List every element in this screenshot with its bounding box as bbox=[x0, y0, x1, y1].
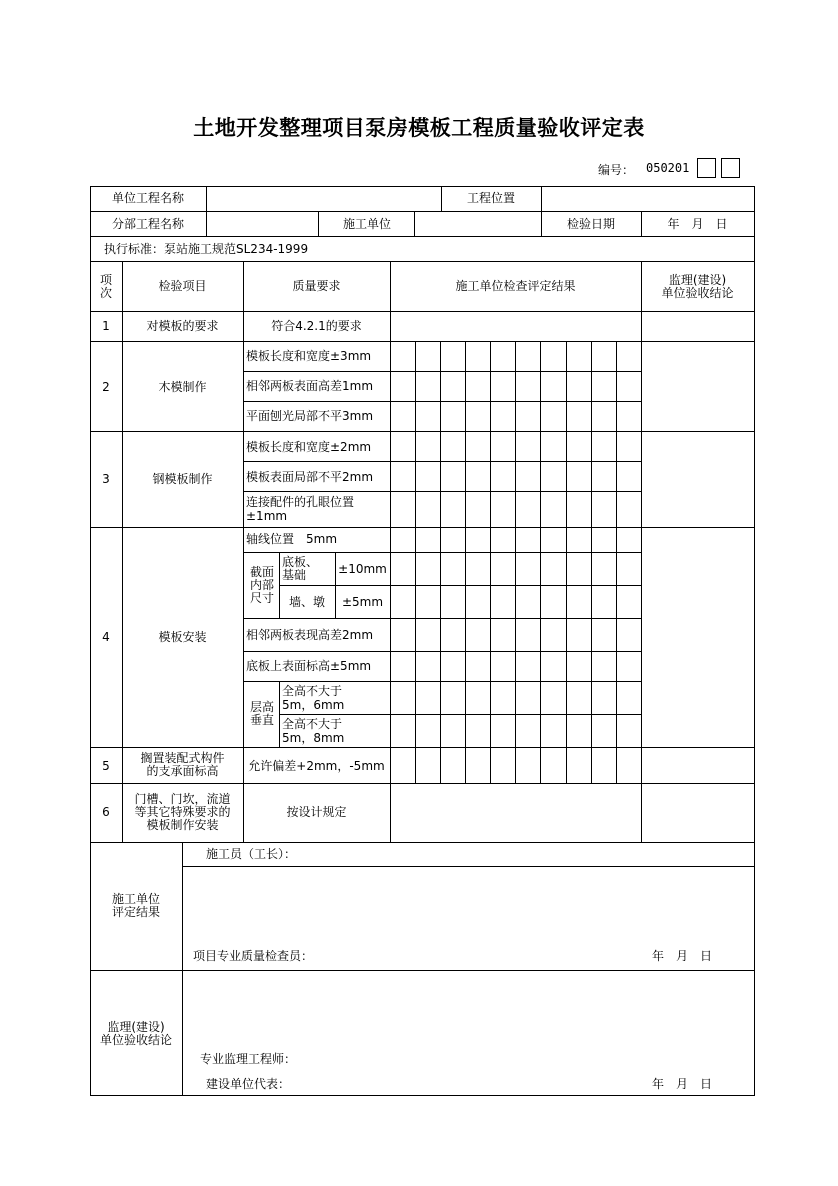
rule-h bbox=[90, 186, 755, 187]
row1-item: 对模板的要求 bbox=[146, 319, 219, 333]
inspect-date-label: 检验日期 bbox=[566, 217, 615, 231]
row6-item-line1: 门槽、门坎，流道 bbox=[134, 792, 231, 806]
row4-bottom: 底板上表面标高±5mm bbox=[246, 659, 372, 673]
rule-v bbox=[540, 341, 541, 784]
row4-base-line1: 底板、 bbox=[282, 555, 319, 569]
row5-item-line1: 搁置装配式构件 bbox=[140, 751, 225, 765]
rule-v bbox=[515, 341, 516, 784]
row3-item: 钢模板制作 bbox=[152, 472, 213, 486]
row4-base-line2: 基础 bbox=[282, 568, 307, 582]
row6-req: 按设计规定 bbox=[286, 805, 347, 819]
col-item: 检验项目 bbox=[158, 279, 207, 293]
rule-v bbox=[440, 341, 441, 784]
rule-h bbox=[90, 311, 755, 312]
rule-v bbox=[318, 211, 319, 237]
rule-h bbox=[243, 552, 642, 553]
rule-h bbox=[90, 783, 755, 784]
code-box-2[interactable] bbox=[721, 158, 740, 178]
row4-num: 4 bbox=[102, 630, 110, 644]
row4-vert-label-2: 垂直 bbox=[249, 713, 274, 727]
rule-v bbox=[415, 341, 416, 784]
row2-req1: 模板长度和宽度±3mm bbox=[246, 349, 372, 363]
rule-h bbox=[90, 341, 755, 342]
rule-h bbox=[243, 371, 642, 372]
rule-h bbox=[243, 491, 642, 492]
row4-v2-line2: 5m，8mm bbox=[282, 731, 345, 745]
rule-h bbox=[90, 527, 755, 528]
rule-h bbox=[243, 651, 642, 652]
col-supervision-line2: 单位验收结论 bbox=[661, 286, 734, 300]
row6-item-line3: 模板制作安装 bbox=[146, 818, 219, 832]
rule-v bbox=[279, 681, 280, 748]
unit-project-label: 单位工程名称 bbox=[111, 191, 184, 205]
inspector-label: 项目专业质量检查员： bbox=[193, 949, 314, 963]
location-label: 工程位置 bbox=[466, 191, 515, 205]
footer-contractor-label-1: 施工单位 bbox=[111, 892, 160, 906]
rule-v bbox=[414, 211, 415, 237]
footer-date-1[interactable]: 年 月 日 bbox=[652, 949, 713, 963]
row6-num: 6 bbox=[102, 805, 110, 819]
row4-section-label-1: 截面 bbox=[249, 565, 274, 579]
row5-req: 允许偏差+2mm，-5mm bbox=[248, 759, 385, 773]
rule-v bbox=[616, 341, 617, 784]
col-supervision-line1: 监理(建设) bbox=[668, 273, 727, 287]
rule-h bbox=[279, 714, 642, 715]
rule-h bbox=[90, 211, 755, 212]
rule-h bbox=[90, 1095, 755, 1096]
rule-h bbox=[243, 461, 642, 462]
rule-h bbox=[243, 618, 642, 619]
rule-v bbox=[206, 186, 207, 237]
row4-section-label-3: 尺寸 bbox=[249, 591, 274, 605]
sub-project-label: 分部工程名称 bbox=[111, 217, 184, 231]
row3-num: 3 bbox=[102, 472, 110, 486]
row3-req1: 模板长度和宽度±2mm bbox=[246, 440, 372, 454]
row1-num: 1 bbox=[102, 319, 110, 333]
row4-base-tol: ±10mm bbox=[338, 562, 387, 576]
row2-req3: 平面刨光局部不平3mm bbox=[246, 409, 374, 423]
row3-req3-line1: 连接配件的孔眼位置 bbox=[246, 495, 355, 509]
inspect-date-value[interactable]: 年 月 日 bbox=[667, 217, 728, 231]
row4-v1-line2: 5m，6mm bbox=[282, 698, 345, 712]
rule-h bbox=[90, 236, 755, 237]
rule-h bbox=[90, 431, 755, 432]
row4-v2-line1: 全高不大于 bbox=[282, 717, 343, 731]
page-title: 土地开发整理项目泵房模板工程质量验收评定表 bbox=[193, 116, 645, 140]
row4-item: 模板安装 bbox=[158, 630, 207, 644]
rule-v bbox=[490, 341, 491, 784]
code-box-1[interactable] bbox=[697, 158, 716, 178]
col-seq-line2: 次 bbox=[99, 286, 112, 300]
row4-section-label-2: 内部 bbox=[249, 578, 274, 592]
rule-h bbox=[90, 842, 755, 843]
rule-h bbox=[90, 970, 755, 971]
rule-h bbox=[279, 585, 642, 586]
rule-h bbox=[182, 866, 755, 867]
code-value: 050201 bbox=[646, 161, 690, 175]
row2-req2: 相邻两板表面高差1mm bbox=[246, 379, 374, 393]
row4-vert-label-1: 层高 bbox=[249, 700, 274, 714]
footer-date-2[interactable]: 年 月 日 bbox=[652, 1077, 713, 1091]
row3-req2: 模板表面局部不平2mm bbox=[246, 470, 374, 484]
row2-num: 2 bbox=[102, 380, 110, 394]
footer-contractor-label-2: 评定结果 bbox=[111, 905, 160, 919]
col-result: 施工单位检查评定结果 bbox=[455, 279, 576, 293]
rule-v bbox=[754, 186, 755, 1096]
row3-req3-line2: ±1mm bbox=[246, 509, 288, 523]
row6-item-line2: 等其它特殊要求的 bbox=[134, 805, 231, 819]
rule-h bbox=[90, 747, 755, 748]
contractor-label: 施工单位 bbox=[342, 217, 391, 231]
col-requirement: 质量要求 bbox=[292, 279, 341, 293]
row4-adjacent: 相邻两板表现高差2mm bbox=[246, 628, 374, 642]
rule-v bbox=[182, 842, 183, 1096]
rule-h bbox=[243, 401, 642, 402]
row4-wall: 墙、墩 bbox=[288, 595, 325, 609]
row4-v1-line1: 全高不大于 bbox=[282, 684, 343, 698]
row5-num: 5 bbox=[102, 759, 110, 773]
row4-wall-tol: ±5mm bbox=[341, 595, 384, 609]
rule-h bbox=[243, 681, 642, 682]
col-seq-line1: 项 bbox=[99, 273, 112, 287]
footer-supervision-label-2: 单位验收结论 bbox=[99, 1033, 172, 1047]
code-label: 编号： bbox=[598, 163, 635, 177]
row2-item: 木模制作 bbox=[158, 380, 207, 394]
owner-rep-label: 建设单位代表： bbox=[206, 1077, 291, 1091]
standard-text: 执行标准：泵站施工规范SL234-1999 bbox=[104, 242, 309, 256]
row4-axis: 轴线位置 5mm bbox=[246, 532, 338, 546]
rule-h bbox=[90, 261, 755, 262]
engineer-label: 专业监理工程师： bbox=[200, 1052, 297, 1066]
foreman-label: 施工员（工长）： bbox=[206, 847, 297, 861]
rule-v bbox=[591, 341, 592, 784]
footer-supervision-label-1: 监理(建设) bbox=[107, 1020, 165, 1034]
rule-v bbox=[465, 341, 466, 784]
row5-item-line2: 的支承面标高 bbox=[146, 764, 219, 778]
row1-req: 符合4.2.1的要求 bbox=[271, 319, 362, 333]
rule-v bbox=[566, 341, 567, 784]
